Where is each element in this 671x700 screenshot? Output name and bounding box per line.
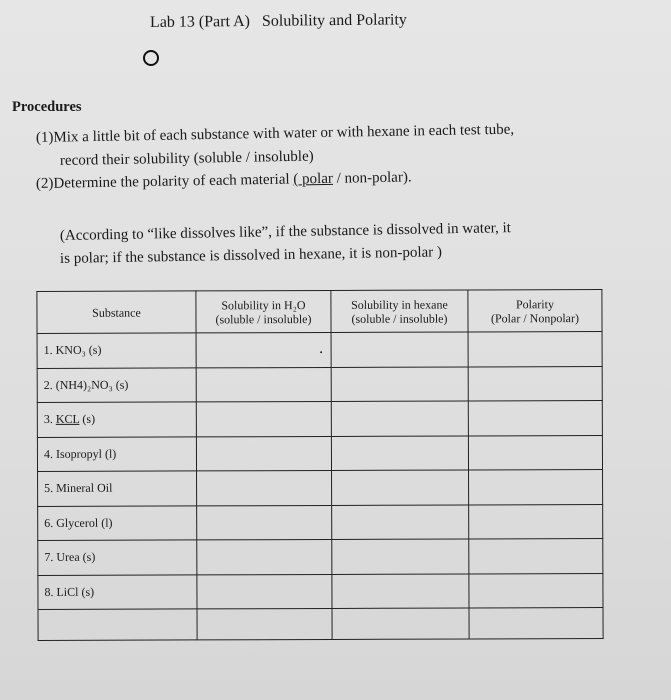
- header-polarity-line2: (Polar / Nonpolar): [490, 310, 579, 325]
- note-line1: (According to “like dissolves like”, if the substance is dissolved in water, it: [59, 220, 512, 244]
- polarity-cell[interactable]: [469, 539, 603, 574]
- header-solubility-hexane-line2: (soluble / insoluble): [351, 311, 448, 326]
- binder-hole-icon: [143, 50, 159, 66]
- header-solubility-water-line1: Solubility in H₂O: [221, 297, 306, 312]
- table-row: [37, 366, 602, 402]
- substance-cell: 4. Isopropyl (l): [37, 436, 196, 471]
- water-solubility-cell[interactable]: [197, 539, 332, 574]
- water-solubility-cell[interactable]: [196, 332, 331, 367]
- polarity-cell[interactable]: [469, 608, 603, 639]
- water-solubility-cell[interactable]: [196, 436, 331, 471]
- table-row: [37, 435, 602, 471]
- stray-dot: .: [319, 342, 323, 357]
- hexane-solubility-cell[interactable]: [331, 401, 468, 436]
- header-solubility-water: [196, 290, 331, 332]
- substance-cell: 7. Urea (s): [38, 540, 197, 575]
- polarity-cell[interactable]: [468, 435, 602, 470]
- hexane-solubility-cell[interactable]: [332, 470, 469, 505]
- header-solubility-hexane: [331, 290, 468, 332]
- water-solubility-cell[interactable]: [197, 608, 332, 639]
- step2-nonpolar: / non-polar).: [332, 169, 412, 187]
- substance-kcl: 3. KCL (s): [43, 412, 96, 427]
- substance-cell: 2. (NH4)₂NO₃ (s): [37, 367, 196, 402]
- polarity-cell[interactable]: [468, 366, 602, 401]
- header-polarity: [468, 290, 602, 332]
- lab-topic: Solubility and Polarity: [261, 11, 407, 30]
- header-polarity-line1: Polarity: [515, 296, 554, 311]
- water-solubility-cell[interactable]: [197, 505, 332, 540]
- hexane-solubility-cell[interactable]: [332, 608, 469, 639]
- step2-line: [36, 169, 412, 193]
- header-solubility-water-line2: (soluble / insoluble): [215, 311, 312, 326]
- table-row: [37, 332, 602, 368]
- table-row-empty: [38, 608, 603, 641]
- table-header-row: [37, 290, 602, 334]
- hexane-solubility-cell[interactable]: [332, 539, 469, 574]
- step2-polar-underlined: ( polar: [293, 170, 334, 188]
- water-solubility-cell[interactable]: [196, 401, 331, 436]
- water-solubility-cell[interactable]: [197, 574, 332, 609]
- hexane-solubility-cell[interactable]: [331, 366, 468, 401]
- polarity-cell[interactable]: [469, 470, 603, 505]
- results-table: [36, 289, 603, 641]
- step2-text: (2)Determine the polarity of each material: [35, 171, 290, 192]
- header-solubility-hexane-line1: Solubility in hexane: [351, 297, 448, 312]
- header-substance-label: Substance: [92, 305, 141, 320]
- substance-cell: [37, 402, 196, 437]
- page-title: [150, 11, 407, 32]
- header-substance: [37, 291, 196, 334]
- table-row: [38, 539, 603, 575]
- table-row: [37, 401, 602, 437]
- step1-line1: (1)Mix a little bit of each substance with water or with hexane in each test tube,: [35, 121, 515, 146]
- water-solubility-cell[interactable]: [197, 470, 332, 505]
- polarity-cell[interactable]: [468, 332, 602, 367]
- polarity-cell[interactable]: [469, 573, 603, 608]
- lab-number: Lab 13 (Part A): [149, 12, 251, 31]
- substance-cell: 5. Mineral Oil: [38, 471, 197, 506]
- hexane-solubility-cell[interactable]: [332, 504, 469, 539]
- hexane-solubility-cell[interactable]: [331, 332, 468, 367]
- step1-line2: record their solubility (soluble / insoluble): [59, 148, 314, 169]
- procedures-heading: Procedures: [12, 99, 82, 115]
- substance-cell: 6. Glycerol (l): [38, 505, 197, 540]
- note-line2: is polar; if the substance is dissolved in hexane, it is non-polar ): [59, 244, 443, 267]
- substance-cell-empty[interactable]: [38, 609, 197, 641]
- substance-cell: 1. KNO₃ (s): [37, 333, 196, 368]
- table-row: [38, 504, 603, 540]
- polarity-cell[interactable]: [468, 401, 602, 436]
- hexane-solubility-cell[interactable]: [332, 573, 469, 608]
- substance-cell: 8. LiCl (s): [38, 574, 197, 609]
- table-row: [38, 470, 603, 506]
- table-row: [38, 573, 603, 609]
- polarity-cell[interactable]: [469, 504, 603, 539]
- water-solubility-cell[interactable]: [196, 367, 331, 402]
- hexane-solubility-cell[interactable]: [331, 435, 468, 470]
